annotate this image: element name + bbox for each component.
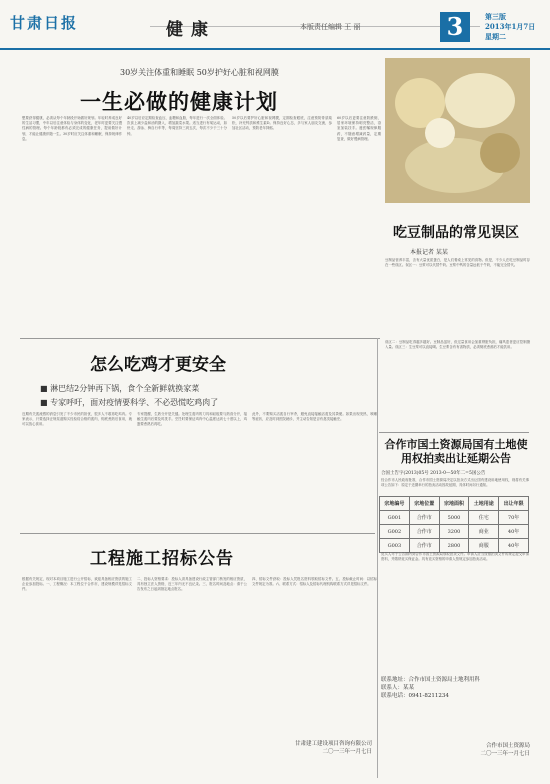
health-col-2: 40岁以后应定期检查血压、血糖和血脂，每年进行一次全面体检。饮食上减少盐和油的摄入，增加蔬菜水果。适当进行有氧运动，如快走、游泳、骑自行车等，每周坚持三到五次，每次不少于三十分钟。 xyxy=(127,116,227,136)
land-body-1: 经合作市人民政府批准，合作市国土资源局决定以拍卖方式出让国有建设用地使用权，现将有关事项公告如下：原定于近期举行的拍卖活动因故延期，具体时间另行通知。 xyxy=(381,478,529,488)
issue-weekday: 星期二 xyxy=(485,32,506,41)
table-cell: 2800 xyxy=(439,539,469,553)
land-divider xyxy=(379,432,529,433)
table-cell: G002 xyxy=(380,525,410,539)
health-banner: 30岁关注体重和睡眠 50岁护好心脏和视网膜 xyxy=(120,68,279,77)
table-cell: G001 xyxy=(380,511,410,525)
table-header-cell: 宗地编号 xyxy=(380,497,410,511)
land-parcel-table xyxy=(379,496,529,553)
health-col-3: 50岁以后要护好心脏和视网膜，定期检查眼底，注意预防骨质疏松，补充钙质和维生素D。保持良好心态，多与家人朋友交流，参加社区活动，预防老年抑郁。 xyxy=(232,116,332,131)
tender-title: 工程施工招标公告 xyxy=(90,549,234,569)
page-number: 3 xyxy=(440,12,470,42)
tender-col-1: 根据有关规定，现对本项目施工进行公开招标，欢迎具备相应资质的施工企业参加投标。一、工程概况：本工程位于合作市，建设规模详见招标文件。 xyxy=(22,577,132,592)
table-cell: 合作市 xyxy=(409,539,439,553)
soybean-title: 吃豆制品的常见误区 xyxy=(393,225,519,241)
table-cell: G003 xyxy=(380,539,410,553)
table-cell: 70年 xyxy=(499,511,529,525)
table-header-cell: 宗地面积 xyxy=(439,497,469,511)
table-header-cell: 土地用途 xyxy=(469,497,499,511)
table-cell: 合作市 xyxy=(409,511,439,525)
chicken-title: 怎么吃鸡才更安全 xyxy=(90,355,226,375)
section-divider xyxy=(20,338,380,339)
section-title: 健康 xyxy=(166,20,216,40)
tender-divider xyxy=(20,533,375,534)
table-cell: 40年 xyxy=(499,539,529,553)
page-label: 第三版 xyxy=(485,12,506,21)
land-contact: 联系地址：合作市国土资源局土地利用科 联系人：某某 联系电话：0941-8211234 xyxy=(381,677,481,699)
soybean-body-1: 豆制品营养丰富，含有大量优质蛋白，是人们餐桌上常见的食物。但是，不少人在吃豆制品时存在一些误区。误区一：豆浆可以代替牛奶。豆浆中钙的含量远低于牛奶，不能完全替代。 xyxy=(385,258,530,268)
health-col-1: 想要获得健康，必须从每个年龄段开始做好规划。年轻时养成良好的生活习惯，中年以后注意体检与身体的变化，老年时更要关注慢性病的管理。每个年龄段都有必须完成的健康任务，提前做好计划，才能让健康伴随一生。30岁时应关注体重和睡眠，保持规律作息。 xyxy=(22,116,122,141)
tender-signature: 甘肃建工建设项目咨询有限公司 二〇一三年一月七日 xyxy=(294,741,372,755)
table-cell: 商服 xyxy=(469,539,499,553)
table-row xyxy=(380,525,529,539)
table-row xyxy=(380,539,529,553)
chicken-dek-2: ■ 专家呼吁，面对疫情要科学、不必恐慌吃鸡肉了 xyxy=(40,398,219,407)
land-signature: 合作市国土资源局 二〇一三年一月七日 xyxy=(480,743,530,757)
soybean-photo xyxy=(385,58,530,203)
column-rule xyxy=(377,338,378,778)
masthead xyxy=(0,0,550,50)
table-cell: 3200 xyxy=(439,525,469,539)
table-cell: 商业 xyxy=(469,525,499,539)
editor-credit: 本版责任编辑 王 丽 xyxy=(300,23,361,31)
land-title: 合作市国土资源局国有土地使用权拍卖出让延期公告 xyxy=(384,438,528,465)
chicken-col-2: 专家提醒，生熟分开是关键。处理生禽肉的刀具和砧板要与熟食分开，接触生禽肉后要及时洗手。烹饪时要保证鸡肉中心温度达到七十度以上，鸡蛋要煮熟后再吃。 xyxy=(137,412,247,427)
chicken-dek-1: ■ 淋巴结2分钟再下锅，食个全新鲜就换家菜 xyxy=(40,384,200,393)
land-subtitle: 合国土告字(2013)05号 2013-0—50年二=5国公告 xyxy=(381,471,486,476)
table-header-row xyxy=(380,497,529,511)
health-col-4: 60岁以后更要注意防跌倒，居家环境保持明亮整洁，浴室加装扶手。遵医嘱规律服药，不随意增减药量，定期复查，做好慢病管理。 xyxy=(337,116,381,141)
tender-col-2: 二、投标人资格要求：投标人须具备建设行政主管部门核发的相应资质，具有独立法人资格，近三年内无不良记录。三、报名时间及地点：请于公告发布之日起到指定地点报名。 xyxy=(137,577,247,592)
land-body-2: 竞买人可于公告期内到合作市国土资源局领取拍卖文件。申请人应当按照拍卖文件的规定提交申请资料，并缴纳竞买保证金。具有竞买资格的申请人按规定参加拍卖活动。 xyxy=(381,552,529,562)
health-title: 一生必做的健康计划 xyxy=(80,89,278,114)
table-row xyxy=(380,511,529,525)
table-header-cell: 宗地位置 xyxy=(409,497,439,511)
tender-col-3: 四、招标文件获取：投标人凭报名资料领取招标文件。五、投标截止时间：以招标文件规定为准。六、联系方式：招标人及招标代理机构联系方式详见招标文件。 xyxy=(252,577,377,587)
table-cell: 5000 xyxy=(439,511,469,525)
table-cell: 住宅 xyxy=(469,511,499,525)
newspaper-logo: 甘肃日报 xyxy=(10,14,79,32)
soybean-author: 本报记者 某某 xyxy=(410,249,448,256)
soybean-body-2: 误区二：豆制品吃得越多越好。豆制品虽好，但过量食用会加重肾脏负担，痛风患者更应控制摄入量。误区三：生豆浆可以直接喝。生豆浆含有有害物质，必须彻底煮沸后才能饮用。 xyxy=(385,340,530,350)
page-info xyxy=(485,12,535,42)
table-header-cell: 出让年限 xyxy=(499,497,529,511)
chicken-col-1: 近期有关禽流感的消息引发了不少市民的担忧，很多人不敢再吃鸡肉。专家表示，只要选择正规渠道购买经检疫合格的禽肉，彻底煮熟后食用，就可以放心食用。 xyxy=(22,412,132,427)
table-cell: 40年 xyxy=(499,525,529,539)
issue-date: 2013年1月7日 xyxy=(485,22,536,31)
table-cell: 合作市 xyxy=(409,525,439,539)
chicken-col-3: 此外，不要购买活禽自行宰杀，避免直接接触活禽及其粪便。如果出现发热、咳嗽等症状，应及时到医院就诊，并主动告知是否有禽类接触史。 xyxy=(252,412,377,422)
